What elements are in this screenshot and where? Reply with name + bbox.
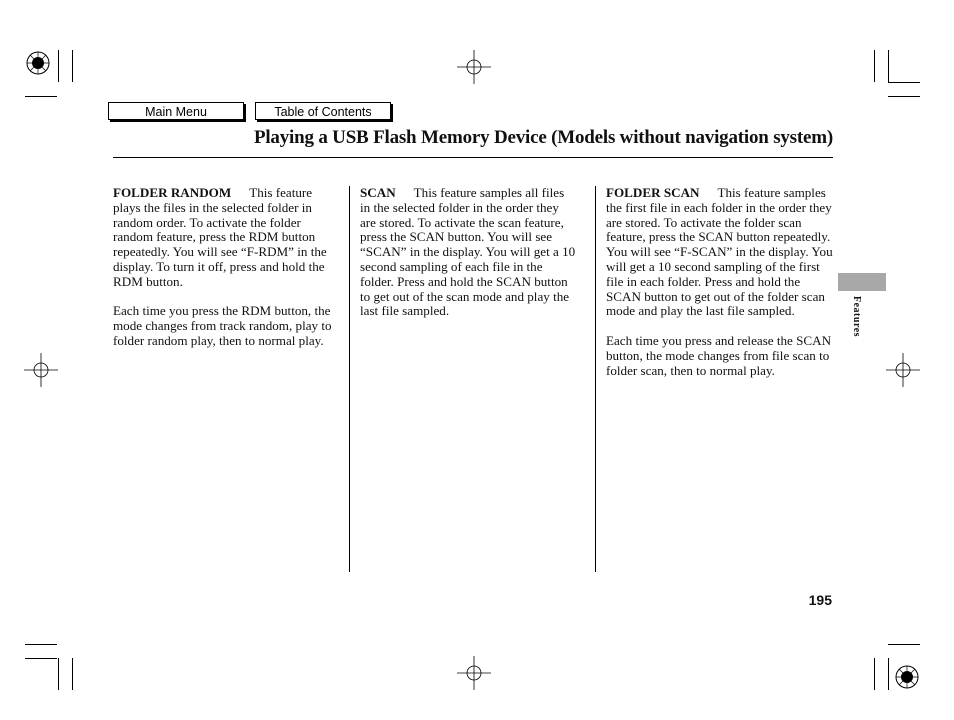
section-heading: SCAN	[360, 185, 396, 200]
column-folder-scan	[606, 186, 834, 393]
paragraph: Each time you press the RDM button, the mode changes from track random, play to folder random play, then to normal play.	[113, 303, 332, 348]
paragraph	[606, 186, 834, 319]
column-divider	[349, 186, 350, 572]
crosshair-target-icon	[457, 50, 491, 84]
title-divider	[113, 157, 833, 158]
crosshair-target-icon	[886, 353, 920, 387]
starburst-target-icon	[27, 52, 49, 74]
paragraph	[113, 186, 341, 290]
paragraph-text: This feature plays the files in the selected folder in random order. To activate the folder random feature, press the RDM button repeatedly. You will see “F-RDM” in the display. To turn it off, press and hold the RDM button.	[113, 185, 327, 289]
section-heading: FOLDER RANDOM	[113, 185, 232, 200]
paragraph	[360, 186, 576, 319]
paragraph-text: This feature samples the first file in each folder in the order they are stored. To activate the folder scan feature, press the SCAN button repeatedly. You will see “F-SCAN” in the display. You will get a 10 second sampling of the first file in each folder. Press and hold the SCAN button to get out of the folder scan mode and play the last file sampled.	[606, 185, 833, 319]
column-scan	[360, 186, 576, 334]
section-heading: FOLDER SCAN	[606, 185, 700, 200]
main-menu-button[interactable]: Main Menu	[108, 102, 244, 120]
starburst-target-icon	[896, 666, 918, 688]
table-of-contents-button[interactable]: Table of Contents	[255, 102, 391, 120]
section-label: Features	[851, 296, 862, 338]
paragraph: Each time you press and release the SCAN button, the mode changes from file scan to folder scan, then to normal play.	[606, 332, 832, 378]
paragraph-text: This feature samples all files in the selected folder in the order they are stored. To activate the scan feature, press the SCAN button. You will see “SCAN” in the display. You will get a 10 second sampling of each file in the folder. Press and hold the SCAN button to get out of the scan mode and play the last file sampled.	[360, 185, 576, 319]
crosshair-target-icon	[24, 353, 58, 387]
column-folder-random	[113, 186, 341, 364]
page-number: 195	[808, 592, 832, 608]
section-tab	[838, 273, 886, 291]
column-divider	[595, 186, 596, 572]
page-title: Playing a USB Flash Memory Device (Models without navigation system)	[253, 127, 833, 148]
crosshair-target-icon	[457, 656, 491, 690]
